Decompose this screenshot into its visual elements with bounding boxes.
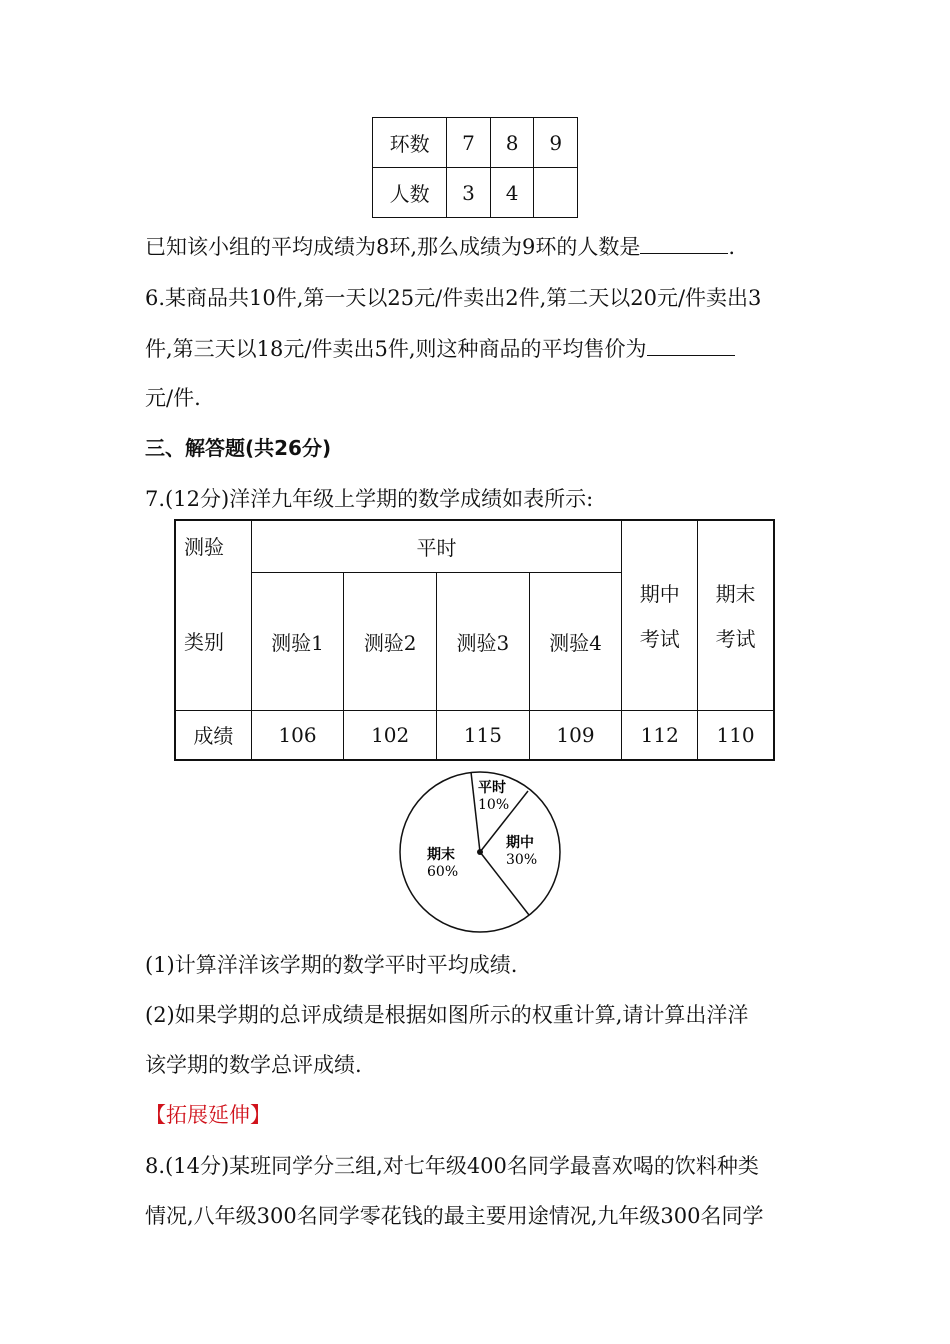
regular-header: 平时 — [251, 520, 622, 572]
score-test-1: 106 — [251, 710, 344, 760]
pie-final-pct: 60% — [427, 864, 459, 880]
people-count-7: 3 — [447, 168, 491, 218]
q7-stem: 7.(12分)洋洋九年级上学期的数学成绩如表所示: — [145, 487, 594, 511]
midterm-label-2: 考试 — [639, 627, 680, 652]
q8-line-2: 情况,八年级300名同学零花钱的最主要用途情况,九年级300名同学 — [145, 1204, 764, 1228]
people-header-label: 人数 — [373, 168, 447, 218]
score-midterm: 112 — [622, 710, 698, 760]
category-header-label: 类别 — [184, 630, 224, 654]
q6-answer-blank — [647, 333, 735, 356]
q6-line-2 — [145, 333, 735, 364]
q6-line-3: 元/件. — [145, 386, 201, 410]
test-4-header: 测验4 — [529, 572, 622, 710]
q6-line-1: 6.某商品共10件,第一天以25元/件卖出2件,第二天以20元/件卖出3 — [145, 286, 762, 310]
rings-table — [372, 117, 578, 218]
pie-regular-pct: 10% — [478, 797, 510, 813]
people-count-9 — [534, 168, 578, 218]
section-3-title: 三、解答题(共26分) — [145, 436, 332, 460]
test-1-header: 测验1 — [251, 572, 344, 710]
score-row-label: 成绩 — [175, 710, 251, 760]
q5-tail-text: 已知该小组的平均成绩为8环,那么成绩为9环的人数是 — [145, 235, 641, 259]
final-label-2: 考试 — [715, 627, 756, 652]
score-test-3: 115 — [437, 710, 530, 760]
category-header-cell — [175, 520, 251, 710]
final-header — [698, 520, 774, 710]
pie-regular-label: 平时 — [478, 780, 506, 796]
score-test-4: 109 — [529, 710, 622, 760]
pie-center-dot — [477, 849, 483, 855]
q7-sub-2-line-1: (2)如果学期的总评成绩是根据如图所示的权重计算,请计算出洋洋 — [145, 1003, 749, 1027]
q7-sub-1: (1)计算洋洋该学期的数学平时平均成绩. — [145, 953, 518, 977]
q5-tail-end: . — [728, 235, 736, 259]
rings-value-9: 9 — [534, 118, 578, 168]
rings-header-label: 环数 — [373, 118, 447, 168]
weight-pie-chart — [396, 767, 566, 937]
q5-answer-blank — [640, 231, 728, 254]
q5-tail — [145, 231, 735, 262]
pie-midterm-pct: 30% — [506, 852, 538, 868]
midterm-label-1: 期中 — [639, 582, 680, 607]
scores-table — [174, 519, 775, 761]
final-label-1: 期末 — [715, 582, 756, 607]
rings-value-8: 8 — [490, 118, 534, 168]
q7-sub-2-line-2: 该学期的数学总评成绩. — [145, 1053, 362, 1077]
people-count-8: 4 — [490, 168, 534, 218]
score-final: 110 — [698, 710, 774, 760]
midterm-header — [622, 520, 698, 710]
test-2-header: 测验2 — [344, 572, 437, 710]
pie-final-label: 期末 — [427, 847, 455, 863]
extension-title: 【拓展延伸】 — [145, 1103, 271, 1127]
rings-value-7: 7 — [447, 118, 491, 168]
test-header-label: 测验 — [184, 535, 224, 559]
pie-midterm-label: 期中 — [506, 835, 534, 851]
q8-line-1: 8.(14分)某班同学分三组,对七年级400名同学最喜欢喝的饮料种类 — [145, 1154, 759, 1178]
score-test-2: 102 — [344, 710, 437, 760]
q6-line-2-text: 件,第三天以18元/件卖出5件,则这种商品的平均售价为 — [145, 337, 647, 361]
test-3-header: 测验3 — [437, 572, 530, 710]
